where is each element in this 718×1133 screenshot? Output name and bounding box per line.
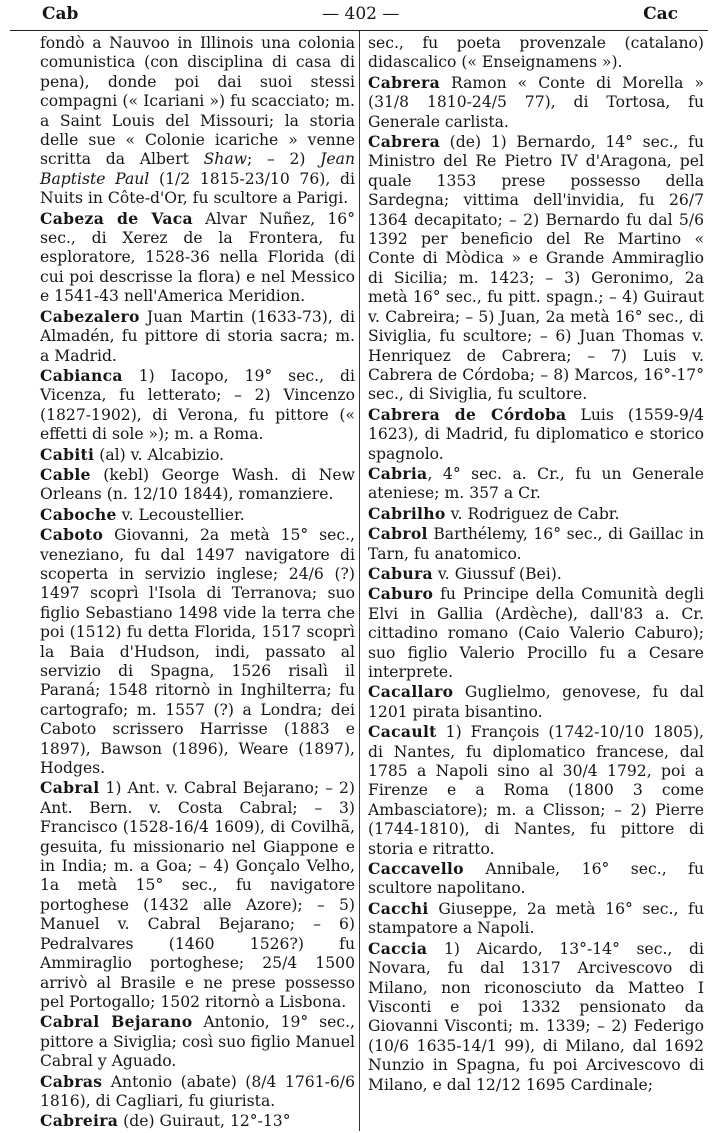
dictionary-entry xyxy=(40,34,355,209)
entry-headword: Cabrera xyxy=(368,72,440,92)
entry-text: Annibale, 16° sec., fu scultore napolitano. xyxy=(368,860,704,898)
entry-text: ; – 2) xyxy=(246,150,321,169)
entry-headword: Cabeza de Vaca xyxy=(40,208,193,228)
entry-headword: Caccia xyxy=(368,938,428,958)
entry-headword: Cabura xyxy=(368,563,433,583)
dictionary-entry xyxy=(368,939,704,1095)
entry-headword: Caburo xyxy=(368,584,434,604)
entry-headword: Cabras xyxy=(40,1071,103,1091)
dictionary-entry xyxy=(368,682,704,722)
dictionary-entry xyxy=(368,34,704,73)
entry-text: Giuseppe, 2a metà 16° sec., fu stampatore a Napoli. xyxy=(368,899,704,938)
entry-text: v. Lecoustellier. xyxy=(116,505,245,524)
dictionary-entry xyxy=(40,1072,355,1112)
entry-text: 1) Aicardo, 13°-14° sec., di Novara, fu dal 1317 Arcivescovo di Milano, non riconosciuto da Matteo I Visconti e poi 1332 pensionato da Giovanni Visconti; m. 1339; – 2) Federigo (10/6 1635-14/1 99), di Milano, dal 1692 Nunzio in Spagna, fu poi Arcivescovo di Milano, e dal 12/12 1695 Cardinale; xyxy=(368,939,704,1094)
entry-text: 1) François (1742-10/10 1805), di Nantes, fu diplomatico francese, dal 1785 a Napoli sino al 30/4 1792, poi a Firenze e a Roma (1800 3 come Ambasciatore); m. a Clisson; – 2) Pierre (1744-1810), di Nantes, fu pittore di storia e ritratto. xyxy=(368,723,704,858)
entry-text: sec., fu poeta provenzale (catalano) didascalico (« Enseignamens »). xyxy=(368,34,704,72)
entry-text: Luis (1559-9/4 1623), di Madrid, fu diplomatico e storico spagnolo. xyxy=(368,405,705,463)
dictionary-entry xyxy=(368,405,704,464)
header-left-guide-word: Cab xyxy=(42,4,79,24)
entry-text: 1) Iacopo, 19° sec., di Vicenza, fu letterato; – 2) Vincenzo (1827-1902), di Verona, fu pittore (« effetti di sole »); m. a Roma. xyxy=(40,366,355,444)
entry-headword: Cacault xyxy=(368,722,437,742)
dictionary-entry xyxy=(40,366,355,445)
entry-text: fondò a Nauvoo in Illinois una colonia comunistica (con disciplina di casa di pena), donde poi dai suoi stessi compagni (« Icariani ») fu scacciato; m. a Saint Louis del Missouri; la storia delle sue « Colonie icariche » venne scritta da Albert xyxy=(40,34,355,169)
dictionary-entry xyxy=(40,445,355,465)
entry-text: Ramon « Conte di Morella » (31/8 1810-24/5 77), di Tortosa, fu Generale carlista. xyxy=(368,73,704,131)
entry-text: Barthélemy, 16° sec., di Gaillac in Tarn, fu anatomico. xyxy=(368,525,704,563)
dictionary-entry xyxy=(368,504,704,524)
entry-headword: Cabezalero xyxy=(40,306,140,326)
entry-headword: Cabreira xyxy=(40,1111,119,1131)
entry-text: (al) v. Alcabizio. xyxy=(94,445,225,464)
dictionary-entry xyxy=(40,465,355,505)
entry-text: Giovanni, 2a metà 15° sec., veneziano, fu dal 1497 navigatore di scoperta in servizio inglese; 24/6 (?) 1497 scoprì l'Isola di Terranova; suo figlio Sebastiano 1498 vide la terra che poi (1512) fu detta Florida, 1517 scoprì la Baia d'Hudson, indi, passato al servizio di Spagna, 1526 risalì il Paraná; 1548 ritornò in Inghilterra; fu cartografo; m. 1557 (?) a Londra; dei Caboto scrissero Harrisse (1883 e 1897), Bawson (1896), Weare (1897), Hodges. xyxy=(40,526,355,778)
text-columns xyxy=(10,30,708,1131)
entry-text: (de) Guiraut, 12°-13° xyxy=(118,1112,291,1131)
entry-headword: Cabrera de Córdoba xyxy=(368,404,567,424)
dictionary-entry xyxy=(40,307,355,366)
entry-text: Antonio (abate) (8/4 1761-6/6 1816), di Cagliari, fu giurista. xyxy=(40,1072,355,1110)
dictionary-entry xyxy=(40,778,355,1012)
dictionary-entry xyxy=(368,899,704,939)
entry-text: Alvar Nuñez, 16° sec., di Xerez de la Frontera, fu esploratore, 1528-36 nella Florida (di cui poi descrisse la flora) e nel Messico e 1541-43 nell'America Meridion. xyxy=(40,209,355,306)
entry-text: (de) 1) Bernardo, 14° sec., fu Ministro del Re Pietro IV d'Aragona, pel quale 1353 prese possesso della Sardegna; vittima dell'invidia, fu 26/7 1364 decapitato; – 2) Bernardo fu dal 5/6 1392 per beneficio del Re Martino « Conte di Mòdica » e Grande Ammiraglio di Sicilia; m. 1423; – 3) Geronimo, 2a metà 16° sec., fu pitt. spagn.; – 4) Guiraut v. Cabreira; – 5) Juan, 2a metà 16° sec., di Siviglia, fu scultore; – 6) Juan Thomas v. Henriquez de Cabrera; – 7) Luis v. Cabrera de Córdoba; – 8) Marcos, 16°-17° sec., di Siviglia, fu scultore. xyxy=(368,133,704,404)
left-column xyxy=(10,31,360,1131)
right-column xyxy=(360,31,708,1131)
entry-headword: Cacchi xyxy=(368,898,429,918)
entry-text: Juan Martin (1633-73), di Almadén, fu pittore di storia sacra; m. a Madrid. xyxy=(40,307,355,365)
dictionary-entry xyxy=(368,73,704,132)
entry-headword: Cabrilho xyxy=(368,503,446,523)
entry-headword: Caccavello xyxy=(368,859,464,879)
entry-italic-text: Shaw xyxy=(203,150,247,169)
entry-headword: Cable xyxy=(40,464,91,484)
entry-headword: Caboto xyxy=(40,525,104,545)
entry-headword: Cabral Bejarano xyxy=(40,1012,193,1032)
entry-headword: Cabrol xyxy=(368,524,428,544)
entry-text: (kebl) George Wash. di New Orleans (n. 12/10 1844), romanziere. xyxy=(40,465,355,504)
dictionary-entry xyxy=(368,584,704,682)
dictionary-entry xyxy=(368,564,704,584)
entry-headword: Cacallaro xyxy=(368,682,454,702)
entry-headword: Cabral xyxy=(40,778,100,798)
dictionary-entry xyxy=(368,722,704,859)
dictionary-entry xyxy=(40,525,355,778)
entry-text: v. Rodriguez de Cabr. xyxy=(445,504,620,523)
header-right-guide-word: Cac xyxy=(643,4,678,24)
entry-text: 1) Ant. v. Cabral Bejarano; – 2) Ant. Bern. v. Costa Cabral; – 3) Francisco (1528-16/4 1609), di Covilhã, gesuita, fu missionario nel Giappone e in India; m. a Goa; – 4) Gonçalo Velho, 1a metà 15° sec., fu navigatore portoghese (1432 alle Azore); – 5) Manuel v. Cabral Bejarano; – 6) Pedralvares (1460 1526?) fu Ammiraglio portoghese; 25/4 1500 arrivò al Brasile e ne prese possesso pel Portogallo; 1502 ritornò a Lisbona. xyxy=(40,779,355,1011)
entry-text: fu Principe della Comunità degli Elvi in Gallia (Ardèche), dall'83 a. Cr. cittadino romano (Caio Valerio Caburo); suo figlio Valerio Procillo fu a Cesare interprete. xyxy=(368,585,704,681)
entry-italic-text: Jean Baptiste Paul xyxy=(40,150,355,188)
dictionary-entry xyxy=(40,1012,355,1071)
page-header xyxy=(10,4,708,28)
entry-headword: Cabria xyxy=(368,463,428,483)
entry-headword: Cabianca xyxy=(40,365,123,385)
dictionary-entry xyxy=(368,464,704,504)
entry-headword: Cabiti xyxy=(40,444,95,464)
entry-text: , 4° sec. a. Cr., fu un Generale ateniese; m. 357 a Cr. xyxy=(368,464,704,503)
entry-text: Guglielmo, genovese, fu dal 1201 pirata bisantino. xyxy=(368,683,704,721)
dictionary-entry xyxy=(40,1111,355,1131)
entry-text: Antonio, 19° sec., pittore a Siviglia; così suo figlio Manuel Cabral y Aguado. xyxy=(40,1013,355,1071)
dictionary-entry xyxy=(40,209,355,307)
entry-text: v. Giussuf (Bei). xyxy=(432,564,562,583)
entry-text: (1/2 1815-23/10 76), di Nuits in Côte-d'Or, fu scultore a Parigi. xyxy=(40,169,355,208)
dictionary-entry xyxy=(368,859,704,899)
dictionary-entry xyxy=(368,132,704,405)
page-number: — 402 — xyxy=(322,4,400,24)
dictionary-entry xyxy=(368,524,704,564)
entry-headword: Cabrera xyxy=(368,132,440,152)
entry-headword: Caboche xyxy=(40,504,117,524)
dictionary-entry xyxy=(40,505,355,525)
